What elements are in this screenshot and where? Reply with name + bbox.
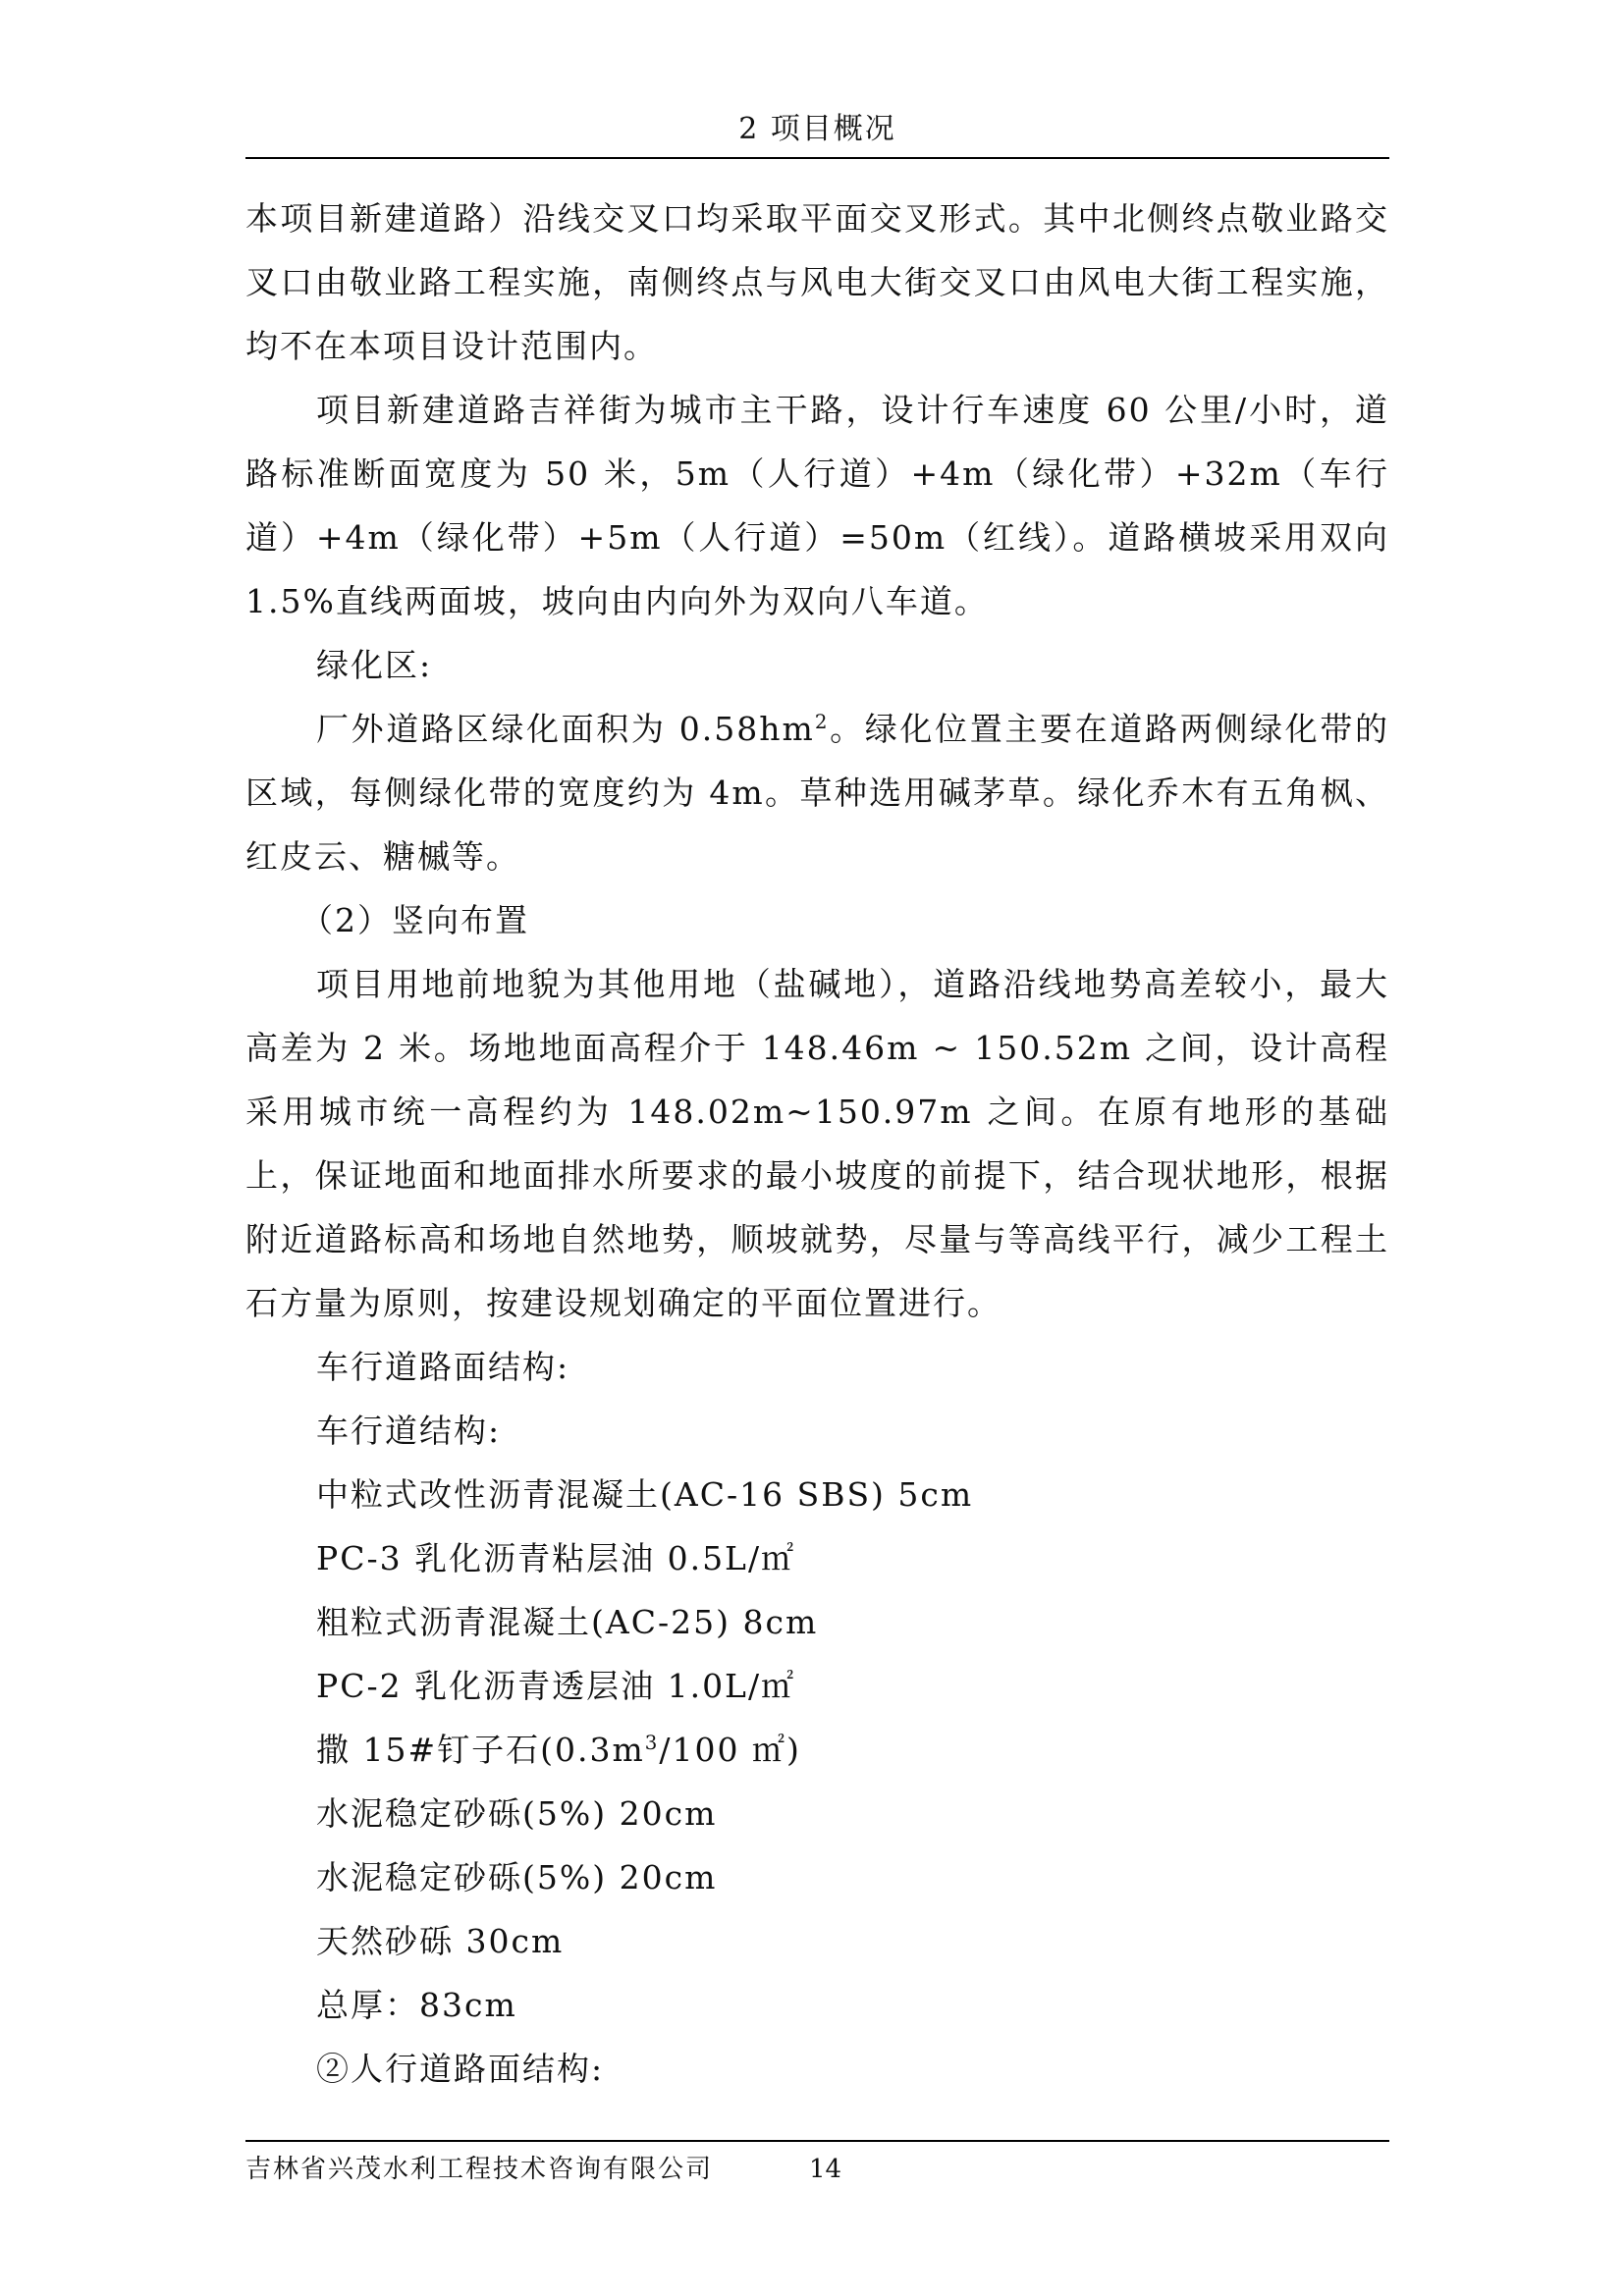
footer-company-name: 吉林省兴茂水利工程技术咨询有限公司 [245,2155,714,2184]
page-header-title: 2 项目概况 [738,112,896,146]
paragraph-greening-heading: 绿化区: [316,646,433,684]
layer-item: 水泥稳定砂砾(5%) 20cm [316,1794,718,1833]
greening-text-b: 。绿化位置主要在道路两侧绿化带的区域，每侧绿化带的宽度约为 4m。草种选用碱茅草。绿化乔木有五角枫、红皮云、糖槭等。 [245,710,1390,876]
lane-structure-heading: 车行道结构: [316,1412,502,1450]
page-number: 14 [809,2155,842,2184]
superscript-3: 3 [644,1732,660,1754]
total-thickness: 总厚：83cm [316,1986,517,2024]
paragraph-road-section: 项目新建道路吉祥街为城市主干路，设计行车速度 60 公里/小时，道路标准断面宽度为 50 米，5m（人行道）+4m（绿化带）+32m（车行道）+4m（绿化带）+5m（人行道）=50m（红线）。道路横坡采用双向 1.5%直线两面坡，坡向由内向外为双向八车道。 [245,391,1389,620]
footer-divider [245,2140,1389,2142]
layer-item: PC-3 乳化沥青粘层油 0.5L/㎡ [316,1539,796,1577]
layer-item: 粗粒式沥青混凝土(AC-25) 8cm [316,1603,819,1641]
header-divider [245,157,1389,159]
pavement-structure-heading: 车行道路面结构: [316,1348,570,1386]
sidewalk-structure-heading: ②人行道路面结构: [316,2050,605,2088]
paragraph-greening [245,697,1389,888]
paragraph-vertical-layout: 项目用地前地貌为其他用地（盐碱地），道路沿线地势高差较小，最大高差为 2 米。场地地面高程介于 148.46m ~ 150.52m 之间，设计高程采用城市统一高程约为 148.02m~150.97m 之间。在原有地形的基础上，保证地面和地面排水所要求的最小坡度的前提下，结合现状地形，根据附近道路标高和场地自然地势，顺坡就势，尽量与等高线平行，减少工程土石方量为原则，按建设规划确定的平面位置进行。 [245,965,1389,1322]
layer-item [245,1718,1389,1782]
layer-text-a: 撒 15#钉子石(0.3m [316,1731,645,1769]
layer-text-b: /100 ㎡) [659,1731,801,1769]
layer-item: 天然砂砾 30cm [316,1922,565,1960]
layer-item: 中粒式改性沥青混凝土(AC-16 SBS) 5cm [316,1475,974,1514]
superscript-2: 2 [814,711,830,733]
layer-item: PC-2 乳化沥青透层油 1.0L/㎡ [316,1667,796,1705]
document-body [245,187,1389,2101]
section-heading-vertical-layout: （2）竖向布置 [300,901,529,939]
layer-item: 水泥稳定砂砾(5%) 20cm [316,1858,718,1896]
greening-text-a: 厂外道路区绿化面积为 0.58hm [316,710,815,748]
paragraph-intersections: 本项目新建道路）沿线交叉口均采取平面交叉形式。其中北侧终点敬业路交叉口由敬业路工程实施，南侧终点与风电大街交叉口由风电大街工程实施，均不在本项目设计范围内。 [245,199,1389,365]
